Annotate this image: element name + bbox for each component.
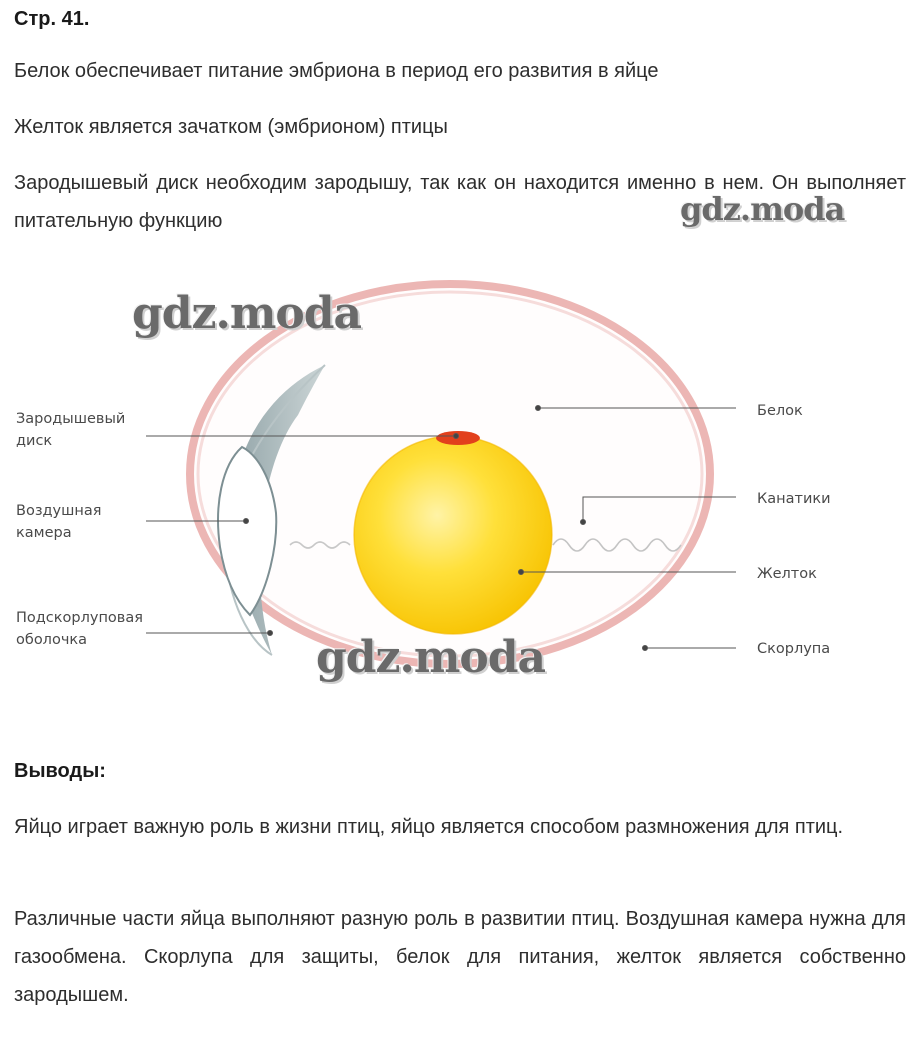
paragraph-albumen: Белок обеспечивает питание эмбриона в период его развития в яйце — [14, 60, 659, 82]
label-air-chamber-1: Воздушная — [16, 503, 102, 519]
label-germinal-disc-2: диск — [16, 433, 53, 449]
conclusions-heading: Выводы: — [14, 760, 106, 782]
label-air-chamber-2: камера — [16, 525, 72, 541]
label-albumen: Белок — [757, 403, 803, 419]
watermark: gdz.moda — [680, 190, 845, 228]
label-chalazae: Канатики — [757, 491, 831, 507]
label-germinal-disc-1: Зародышевый — [16, 411, 126, 427]
watermark: gdz.moda — [316, 632, 546, 683]
conclusion-paragraph-2: Различные части яйца выполняют разную роль в развитии птиц. Воздушная камера нужна для газообмена. Скорлупа для защиты, белок для питания, желток является собственно зародышем. — [14, 908, 906, 1006]
yolk — [354, 436, 552, 634]
conclusion-paragraph-1: Яйцо играет важную роль в жизни птиц, яйцо является способом размножения для птиц. — [14, 816, 844, 838]
label-membrane-1: Подскорлуповая — [16, 610, 143, 626]
paragraph-germinal-disc: Зародышевый диск необходим зародышу, так как он находится именно в нем. Он выполняет питательную функцию — [14, 172, 906, 232]
page-title: Стр. 41. — [14, 8, 90, 30]
label-membrane-2: оболочка — [16, 632, 88, 648]
paragraph-yolk: Желток является зачатком (эмбрионом) птицы — [14, 116, 448, 138]
label-yolk: Желток — [757, 566, 817, 582]
watermark: gdz.moda — [132, 288, 362, 339]
label-shell: Скорлупа — [757, 641, 831, 657]
egg-diagram — [0, 255, 918, 745]
